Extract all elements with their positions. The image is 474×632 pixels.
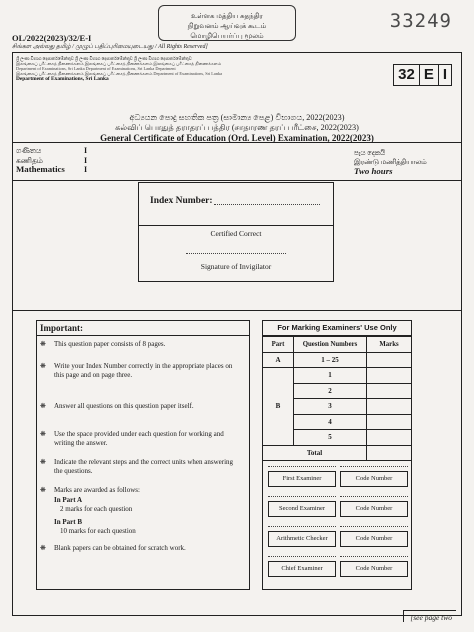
signature-field[interactable] <box>186 253 286 254</box>
code-number[interactable]: Code Number <box>340 526 408 547</box>
marking-title: For Marking Examiners' Use Only <box>262 320 412 336</box>
duration-english: Two hours <box>354 166 393 176</box>
serial-number: 33249 <box>389 10 452 32</box>
stamp-line: நிறுவனம் ஆய்வுக் கூடம் <box>187 22 267 30</box>
subject-code-box <box>393 64 452 86</box>
divider <box>12 180 462 181</box>
signature-label: Signature of Invigilator <box>200 262 272 271</box>
table-row: 4 <box>263 414 412 430</box>
duration-sinhala: පැය දෙකයි <box>354 150 386 157</box>
rights-line: சிங்கள அல்லது தமிழ் / முழுப் பதிப்புரிமையுடையது / All Rights Reserved] <box>12 44 208 50</box>
notice-line: Department of Examinations, Sri Lanka Department of Examinations, Sri Lanka Department <box>16 66 176 71</box>
title-tamil: கல்விப் பொதுத் தராதரப் பத்திர (சாதாரண தரப் பரீட்சை, 2022(2023) <box>115 123 359 132</box>
table-row: A 1 – 25 <box>263 352 412 368</box>
first-examiner[interactable]: First Examiner <box>268 466 336 487</box>
second-examiner[interactable]: Second Examiner <box>268 496 336 517</box>
subject-code-paper: I <box>438 65 451 85</box>
office-stamp <box>158 5 296 41</box>
exam-titles <box>12 113 462 143</box>
marks-cell[interactable] <box>367 430 412 446</box>
total-cell[interactable] <box>367 445 412 461</box>
subject-code-number: 32 <box>398 66 415 83</box>
department-notice <box>16 56 352 92</box>
subject-sinhala: ගණිතය <box>16 146 42 155</box>
paper-numeral: I <box>84 165 88 175</box>
bullet-icon: ❋ <box>40 362 46 370</box>
see-page-two: [see page two <box>403 610 456 622</box>
stamp-line: உள்ளக மத்திய சுதந்திர <box>191 12 263 20</box>
marks-table <box>262 336 412 461</box>
table-row: 3 <box>263 399 412 415</box>
stamp-line: மொழிபெயர்ப்பு மூலம் <box>190 32 264 40</box>
col-marks: Marks <box>367 337 412 353</box>
subject-tamil: கணிதம் <box>16 155 43 165</box>
bullet-icon: ❋ <box>40 544 46 552</box>
divider <box>12 310 462 311</box>
divider <box>12 142 462 143</box>
bullet-icon: ❋ <box>40 458 46 466</box>
title-english: General Certificate of Education (Ord. Level) Examination, 2022(2023) <box>100 133 374 143</box>
title-sinhala: අධ්‍යයන පොදු සහතික පත්‍ර (සාමාන්‍ය පෙළ) විභාගය, 2022(2023) <box>129 113 345 122</box>
bullet-icon: ❋ <box>40 430 46 438</box>
subject-code-medium: E <box>419 65 438 85</box>
chief-examiner[interactable]: Chief Examiner <box>268 556 336 577</box>
notice-line: இலங்கைப் பரீட்சைத் திணைக்களம் இலங்கைப் பரீட்சைத் திணைக்களம் Department of Examinations, Sri Lanka <box>16 71 223 76</box>
subject-english: Mathematics <box>16 164 65 175</box>
table-row: B 1 <box>263 368 412 384</box>
certified-correct: Certified Correct <box>210 229 262 238</box>
notice-line: ශ්‍රී ලංකා විභාග දෙපාර්තමේන්තුව ශ්‍රී ලංකා විභාග දෙපාර්තමේන්තුව ශ්‍රී ලංකා විභාග දෙපාර්තමේන්තුව <box>16 56 192 61</box>
notice-line: இலங்கைப் பரீட்சைத் திணைக்களம் இலங்கைப் பரீட்சைத் திணைக்களம் இலங்கைப் பரீட்சைத் திணைக்களம் <box>16 61 222 66</box>
paper-numeral: I <box>84 146 88 155</box>
paper-numeral: I <box>84 155 88 165</box>
notice-bold: Department of Examinations, Sri Lanka <box>16 76 109 82</box>
marks-cell[interactable] <box>367 352 412 368</box>
paper-code: OL/2022(2023)/32/E-I <box>12 33 92 43</box>
index-number-field[interactable] <box>214 204 320 205</box>
marks-table-header <box>263 337 412 353</box>
duration <box>354 150 427 176</box>
bullet-icon: ❋ <box>40 486 46 494</box>
code-number[interactable]: Code Number <box>340 496 408 517</box>
index-number-label: Index Number: <box>150 196 213 206</box>
important-title: Important: <box>36 320 250 336</box>
table-row: 2 <box>263 383 412 399</box>
code-number[interactable]: Code Number <box>340 556 408 577</box>
bullet-icon: ❋ <box>40 340 46 348</box>
subject-names <box>16 146 65 175</box>
table-row: 5 <box>263 430 412 446</box>
bullet-icon: ❋ <box>40 402 46 410</box>
marks-cell[interactable] <box>367 383 412 399</box>
paper-numerals <box>84 146 87 175</box>
marks-cell[interactable] <box>367 414 412 430</box>
marks-cell[interactable] <box>367 368 412 384</box>
col-question-numbers: Question Numbers <box>294 337 367 353</box>
col-part: Part <box>263 337 294 353</box>
total-row: Total <box>263 445 412 461</box>
code-number[interactable]: Code Number <box>340 466 408 487</box>
duration-tamil: இரண்டு மணித்தியாலம் <box>354 158 427 166</box>
arithmetic-checker[interactable]: Arithmetic Checker <box>268 526 336 547</box>
marks-cell[interactable] <box>367 399 412 415</box>
